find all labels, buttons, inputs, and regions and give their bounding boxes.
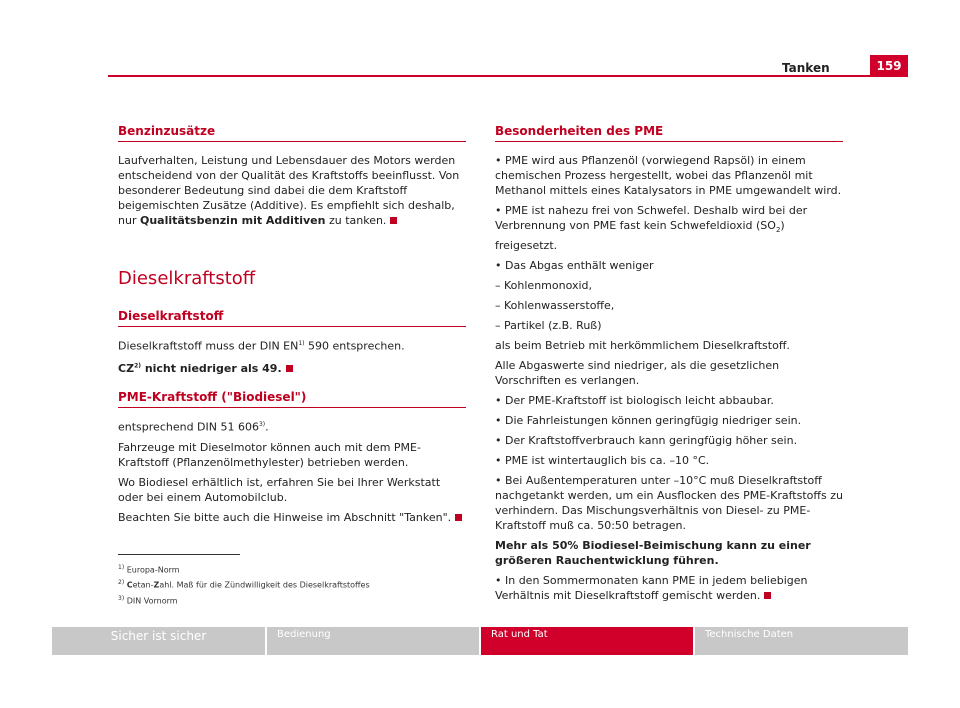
right-paragraph-13: • Bei Außentemperaturen unter –10°C muß Dieselkraftstoff nachgetankt werden, um ein Ausflocken des PME-Kraftstoffs zu verhindern. Das Mischungsverhältnis von Diesel- zu PME-Kraftstoff muß ca. 50:50 betragen. xyxy=(495,474,843,533)
page-number: 159 xyxy=(870,55,908,77)
pme-paragraph-4: Beachten Sie bitte auch die Hinweise im Abschnitt "Tanken". xyxy=(118,510,466,525)
end-marker xyxy=(286,365,293,372)
right-paragraph-2: • PME ist nahezu frei von Schwefel. Deshalb wird bei der Verbrennung von PME fast kein Schwefeldioxid $(SO_2)$ freigesetzt. xyxy=(495,204,808,253)
end-marker xyxy=(764,592,771,599)
pme-section xyxy=(118,390,466,530)
right-paragraph-10: • Die Fahrleistungen können geringfügig niedriger sein. xyxy=(495,414,802,428)
pme-paragraph-3: Wo Biodiesel erhältlich ist, erfahren Sie bei Ihrer Werkstatt oder bei einem Automobilclub. xyxy=(118,475,441,504)
footnote-3: $^{3)}$ DIN Vornorm xyxy=(118,595,178,606)
pme-specifics-heading: Besonderheiten des PME xyxy=(495,124,843,142)
right-column xyxy=(495,124,843,608)
header-rule xyxy=(108,75,908,77)
footnote-rule xyxy=(118,554,240,555)
right-paragraph-9: • Der PME-Kraftstoff ist biologisch leicht abbaubar. xyxy=(495,394,774,408)
diesel-paragraph: Dieselkraftstoff muss der DIN EN$^{1)}$ 590 entsprechen. xyxy=(118,339,405,353)
footnote-1: $^{1)}$ Europa-Norm xyxy=(118,564,180,575)
pme-heading: PME-Kraftstoff ("Biodiesel") xyxy=(118,390,466,408)
benzin-bold: Qualitätsbenzin mit Additiven xyxy=(139,214,326,227)
pme-paragraph-1: entsprechend DIN 51 606$^{3)}$. xyxy=(118,420,269,434)
right-paragraph-12: • PME ist wintertauglich bis ca. –10 °C. xyxy=(495,454,710,468)
footer-tab-technische-daten[interactable]: Technische Daten xyxy=(695,627,908,655)
end-marker xyxy=(390,217,397,224)
benzin-heading: Benzinzusätze xyxy=(118,124,466,142)
right-paragraph-14: Mehr als 50% Biodiesel-Beimischung kann zu einer größeren Rauchentwicklung führen. xyxy=(495,539,811,568)
right-list-item-1: – Kohlenmonoxid, xyxy=(495,279,593,293)
footnote-2: $^{2)}$ Cetan-Zahl. Maß für die Zündwilligkeit des Dieselkraftstoffes xyxy=(118,579,370,590)
footer-tab-bedienung[interactable]: Bedienung xyxy=(267,627,479,655)
right-paragraph-15: • In den Sommermonaten kann PME in jedem beliebigen Verhältnis mit Dieselkraftstoff gemischt werden. xyxy=(495,574,808,603)
right-list-item-3: – Partikel (z.B. Ruß) xyxy=(495,319,602,333)
right-paragraph-8: Alle Abgaswerte sind niedriger, als die gesetzlichen Vorschriften es verlangen. xyxy=(495,359,780,388)
diesel-section xyxy=(118,309,466,381)
diesel-heading: Dieselkraftstoff xyxy=(118,309,466,327)
right-paragraph-11: • Der Kraftstoffverbrauch kann geringfügig höher sein. xyxy=(495,434,798,448)
cz-paragraph: CZ$^{2)}$ nicht niedriger als 49. xyxy=(118,359,466,377)
left-column xyxy=(118,124,466,233)
right-paragraph-7: als beim Betrieb mit herkömmlichem Dieselkraftstoff. xyxy=(495,339,790,353)
end-marker xyxy=(455,514,462,521)
footer-tab-sicher[interactable]: Sicher ist sicher xyxy=(52,627,265,655)
right-paragraph-1: • PME wird aus Pflanzenöl (vorwiegend Rapsöl) in einem chemischen Prozess hergestellt, wobei das Pflanzenöl mit Methanol mittels eines Katalysators in PME umgewandelt wird. xyxy=(495,154,842,197)
pme-paragraph-2: Fahrzeuge mit Dieselmotor können auch mit dem PME-Kraftstoff (Pflanzenölmethylester) betrieben werden. xyxy=(118,440,421,469)
header-title: Tanken xyxy=(782,61,830,75)
footer-tab-rat-und-tat[interactable]: Rat und Tat xyxy=(481,627,693,655)
right-paragraph-3: • Das Abgas enthält weniger xyxy=(495,259,654,273)
right-list-item-2: – Kohlenwasserstoffe, xyxy=(495,299,615,313)
benzin-paragraph: Laufverhalten, Leistung und Lebensdauer des Motors werden entscheidend von der Qualität des Kraftstoffs beeinflusst. Von besonderer Bedeutung sind dabei die dem Kraftstoff beigemischten Zusätze (Additive). Es empfiehlt sich deshalb, nur Qualitätsbenzin mit Additiven zu tanken. xyxy=(118,154,460,227)
diesel-title: Dieselkraftstoff xyxy=(118,268,256,289)
